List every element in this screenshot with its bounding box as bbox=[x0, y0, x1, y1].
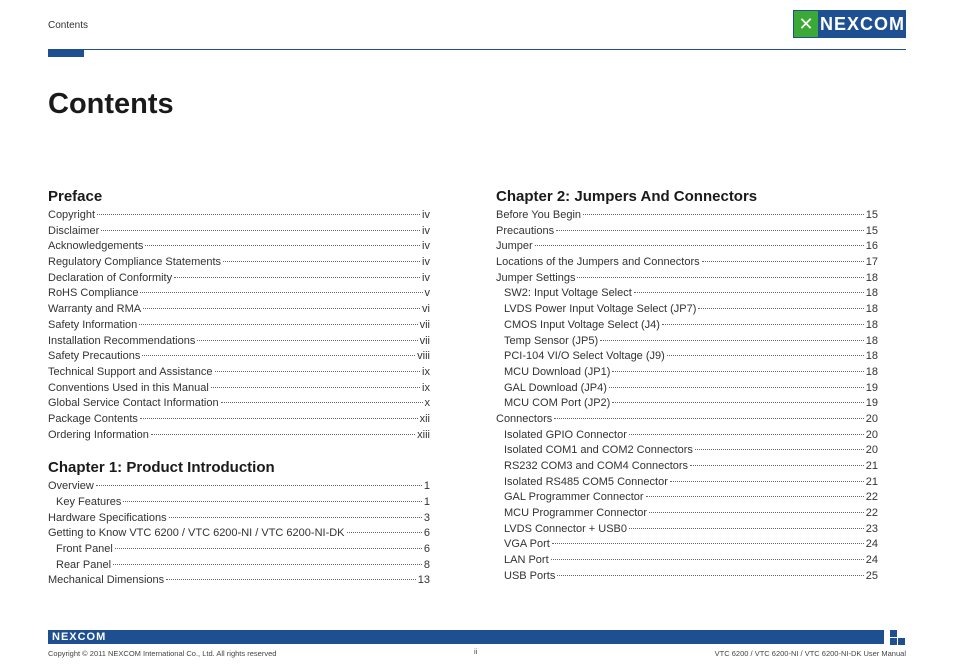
toc-entry-title: Safety Precautions bbox=[48, 350, 141, 363]
toc-entry[interactable] bbox=[496, 506, 878, 522]
dot-leader bbox=[552, 543, 864, 544]
dot-leader bbox=[609, 387, 864, 388]
dot-leader bbox=[140, 292, 422, 293]
toc-entry-title: Ordering Information bbox=[48, 428, 149, 441]
section-heading: Chapter 2: Jumpers And Connectors bbox=[496, 188, 758, 205]
toc-entry[interactable] bbox=[496, 569, 878, 585]
dot-leader bbox=[662, 324, 864, 325]
toc-entry-page: 25 bbox=[865, 569, 878, 582]
toc-entry-title: Before You Begin bbox=[496, 209, 582, 221]
toc-entry-page: 22 bbox=[865, 491, 878, 504]
toc-entry[interactable] bbox=[48, 558, 430, 574]
toc-entry[interactable] bbox=[496, 553, 878, 569]
toc-entry-page: iv bbox=[422, 209, 430, 221]
footer-square-icon bbox=[890, 630, 897, 637]
toc-entry[interactable] bbox=[48, 271, 430, 287]
toc-entry-title: Rear Panel bbox=[56, 558, 112, 571]
toc-entry-page: 21 bbox=[865, 475, 878, 488]
section-heading: Chapter 1: Product Introduction bbox=[48, 459, 275, 477]
toc-entry-page: ix bbox=[422, 365, 430, 378]
dot-leader bbox=[629, 434, 864, 435]
toc-entry[interactable] bbox=[496, 349, 878, 365]
dot-leader bbox=[139, 324, 417, 325]
toc-entry-page: iv bbox=[422, 224, 430, 237]
header-rule bbox=[48, 49, 906, 50]
toc-entry-page: 18 bbox=[865, 334, 878, 347]
dot-leader bbox=[670, 481, 864, 482]
toc-entry-page: 18 bbox=[865, 318, 878, 331]
toc-entry[interactable] bbox=[496, 443, 878, 459]
toc-entry-title: MCU Programmer Connector bbox=[504, 507, 648, 520]
dot-leader bbox=[223, 261, 420, 262]
toc-entry-page: 1 bbox=[423, 480, 430, 493]
toc-entry-page: vii bbox=[419, 318, 430, 331]
dot-leader bbox=[702, 261, 864, 262]
toc-right-column bbox=[496, 186, 878, 585]
logo-wordmark: NEXCOM bbox=[818, 11, 905, 37]
section-heading: Preface bbox=[48, 188, 103, 205]
dot-leader bbox=[698, 308, 863, 309]
toc-entry-page: 23 bbox=[865, 522, 878, 535]
toc-entry-page: iv bbox=[422, 256, 430, 269]
toc-entry[interactable] bbox=[496, 522, 878, 538]
toc-entry-title: MCU COM Port (JP2) bbox=[504, 397, 611, 410]
toc-entry-title: Technical Support and Assistance bbox=[48, 365, 213, 378]
dot-leader bbox=[556, 230, 864, 231]
toc-entry[interactable] bbox=[496, 224, 878, 240]
dot-leader bbox=[142, 355, 415, 356]
toc-entry-page: 18 bbox=[865, 271, 878, 284]
toc-entry[interactable] bbox=[48, 349, 430, 365]
toc-entry[interactable] bbox=[48, 479, 430, 495]
dot-leader bbox=[221, 402, 423, 403]
toc-entry[interactable] bbox=[48, 495, 430, 511]
dot-leader bbox=[649, 512, 864, 513]
toc-entry[interactable] bbox=[48, 511, 430, 527]
toc-entry[interactable] bbox=[496, 255, 878, 271]
toc-entry-title: Jumper bbox=[496, 240, 533, 253]
toc-entry[interactable] bbox=[496, 239, 878, 255]
section-gap bbox=[48, 443, 430, 457]
toc-entry-title: MCU Download (JP1) bbox=[504, 365, 611, 378]
dot-leader bbox=[143, 308, 420, 309]
toc-entry-page: 18 bbox=[865, 350, 878, 363]
dot-leader bbox=[197, 340, 417, 341]
toc-entry-title: SW2: Input Voltage Select bbox=[504, 287, 632, 300]
footer-square-icon bbox=[898, 638, 905, 645]
footer-logo: NEXCOM bbox=[52, 631, 107, 643]
logo-x-mark-icon: ✕ bbox=[794, 11, 818, 37]
toc-entry[interactable] bbox=[48, 573, 430, 589]
toc-entry-page: x bbox=[424, 397, 430, 410]
toc-entry-title: Mechanical Dimensions bbox=[48, 574, 165, 587]
dot-leader bbox=[113, 564, 422, 565]
toc-entry[interactable] bbox=[48, 224, 430, 240]
toc-entry-title: Isolated COM1 and COM2 Connectors bbox=[504, 444, 693, 457]
toc-entry[interactable] bbox=[48, 255, 430, 271]
dot-leader bbox=[123, 501, 421, 502]
footer-square-icon bbox=[890, 638, 897, 645]
toc-entry-page: 18 bbox=[865, 287, 878, 300]
toc-entry-page: iv bbox=[422, 271, 430, 284]
toc-entry[interactable] bbox=[496, 459, 878, 475]
toc-entry-page: 20 bbox=[865, 412, 878, 425]
toc-entry-title: VGA Port bbox=[504, 538, 550, 551]
toc-entry-page: 16 bbox=[865, 240, 878, 253]
toc-entry[interactable] bbox=[48, 318, 430, 334]
dot-leader bbox=[347, 532, 422, 533]
header-accent-block bbox=[48, 50, 84, 57]
toc-entry-title: GAL Programmer Connector bbox=[504, 491, 644, 504]
dot-leader bbox=[634, 292, 864, 293]
toc-entry[interactable] bbox=[48, 302, 430, 318]
toc-entry-page: 17 bbox=[865, 256, 878, 269]
toc-entry[interactable] bbox=[48, 365, 430, 381]
toc-entry-title: Installation Recommendations bbox=[48, 334, 196, 347]
dot-leader bbox=[215, 371, 421, 372]
toc-entry-title: Isolated RS485 COM5 Connector bbox=[504, 475, 668, 488]
toc-entry[interactable] bbox=[48, 412, 430, 428]
toc-entry[interactable] bbox=[496, 208, 878, 224]
toc-entry-page: 20 bbox=[865, 428, 878, 441]
dot-leader bbox=[690, 465, 864, 466]
toc-entry-page: xii bbox=[419, 412, 430, 425]
toc-entry-page: 6 bbox=[423, 527, 430, 540]
toc-entry-title: Regulatory Compliance Statements bbox=[48, 256, 222, 269]
dot-leader bbox=[169, 517, 422, 518]
toc-entry[interactable] bbox=[48, 239, 430, 255]
footer-manual-title: VTC 6200 / VTC 6200-NI / VTC 6200-NI-DK User Manual bbox=[714, 649, 906, 658]
toc-entry-page: 20 bbox=[865, 444, 878, 457]
dot-leader bbox=[211, 387, 420, 388]
nexcom-logo bbox=[793, 10, 906, 38]
toc-entry-title: Getting to Know VTC 6200 / VTC 6200-NI / VTC 6200-NI-DK bbox=[48, 527, 345, 540]
footer-page-number: ii bbox=[474, 647, 478, 656]
toc-entry-title: LVDS Power Input Voltage Select (JP7) bbox=[504, 303, 697, 316]
toc-entry-title: LAN Port bbox=[504, 554, 549, 567]
toc-entry-title: Package Contents bbox=[48, 412, 138, 425]
toc-entry-title: Hardware Specifications bbox=[48, 511, 167, 524]
toc-entry-page: ix bbox=[422, 381, 430, 394]
dot-leader bbox=[97, 214, 420, 215]
toc-entry-title: Isolated GPIO Connector bbox=[504, 428, 627, 441]
toc-entry[interactable] bbox=[48, 334, 430, 350]
dot-leader bbox=[629, 528, 864, 529]
toc-entry-page: 6 bbox=[423, 543, 430, 556]
dot-leader bbox=[600, 340, 864, 341]
toc-entry-page: iv bbox=[422, 240, 430, 253]
toc-entry-page: 13 bbox=[417, 574, 430, 587]
toc-entry[interactable] bbox=[48, 526, 430, 542]
toc-entry[interactable] bbox=[48, 208, 430, 224]
toc-entry[interactable] bbox=[48, 396, 430, 412]
toc-entry[interactable] bbox=[48, 286, 430, 302]
dot-leader bbox=[577, 277, 863, 278]
toc-entry-title: PCI-104 VI/O Select Voltage (J9) bbox=[504, 350, 665, 363]
toc-entry-page: 24 bbox=[865, 554, 878, 567]
toc-entry-page: v bbox=[424, 287, 430, 300]
toc-entry-title: Overview bbox=[48, 480, 94, 493]
toc-entry-title: Key Features bbox=[56, 496, 122, 508]
toc-entry-page: vi bbox=[422, 303, 430, 316]
dot-leader bbox=[612, 371, 863, 372]
toc-entry-title: Safety Information bbox=[48, 318, 138, 331]
toc-entry[interactable] bbox=[496, 302, 878, 318]
toc-entry[interactable] bbox=[496, 537, 878, 553]
toc-left-column bbox=[48, 186, 430, 589]
dot-leader bbox=[695, 449, 864, 450]
dot-leader bbox=[583, 214, 864, 215]
toc-entry-title: RS232 COM3 and COM4 Connectors bbox=[504, 460, 689, 472]
toc-entry-page: 8 bbox=[423, 558, 430, 571]
dot-leader bbox=[667, 355, 864, 356]
toc-entry-title: Global Service Contact Information bbox=[48, 397, 219, 410]
toc-entry[interactable] bbox=[48, 381, 430, 397]
toc-entry-page: 21 bbox=[865, 460, 878, 472]
toc-entry-page: 15 bbox=[865, 209, 878, 221]
toc-entry-page: viii bbox=[417, 350, 430, 363]
toc-entry-title: Disclaimer bbox=[48, 224, 100, 237]
toc-entry-title: Copyright bbox=[48, 209, 96, 221]
toc-entry-page: 24 bbox=[865, 538, 878, 551]
toc-entry-title: Locations of the Jumpers and Connectors bbox=[496, 256, 700, 269]
toc-entry[interactable] bbox=[48, 428, 430, 444]
dot-leader bbox=[554, 418, 863, 419]
toc-entry-title: Jumper Settings bbox=[496, 271, 576, 284]
toc-entry-title: GAL Download (JP4) bbox=[504, 381, 607, 394]
dot-leader bbox=[174, 277, 420, 278]
toc-entry-title: Declaration of Conformity bbox=[48, 271, 173, 284]
toc-entry-title: Warranty and RMA bbox=[48, 303, 142, 316]
toc-entry-title: Conventions Used in this Manual bbox=[48, 381, 209, 394]
toc-entry[interactable] bbox=[496, 365, 878, 381]
toc-entry-title: Front Panel bbox=[56, 543, 113, 556]
toc-entry[interactable] bbox=[496, 381, 878, 397]
toc-entry-page: 19 bbox=[865, 397, 878, 410]
toc-entry-title: USB Ports bbox=[504, 569, 556, 582]
dot-leader bbox=[551, 559, 864, 560]
dot-leader bbox=[612, 402, 863, 403]
dot-leader bbox=[145, 245, 420, 246]
dot-leader bbox=[115, 548, 422, 549]
toc-entry[interactable] bbox=[48, 542, 430, 558]
toc-entry-title: RoHS Compliance bbox=[48, 287, 139, 300]
dot-leader bbox=[96, 485, 422, 486]
toc-entry-title: Acknowledgements bbox=[48, 240, 144, 253]
toc-entry-page: 22 bbox=[865, 507, 878, 520]
toc-entry-page: xiii bbox=[417, 428, 430, 441]
toc-entry-page: 15 bbox=[865, 224, 878, 237]
toc-entry-page: 18 bbox=[865, 303, 878, 316]
toc-entry[interactable] bbox=[496, 318, 878, 334]
toc-entry-page: 18 bbox=[865, 365, 878, 378]
footer-bar bbox=[48, 630, 884, 644]
toc-entry[interactable] bbox=[496, 490, 878, 506]
toc-entry[interactable] bbox=[496, 428, 878, 444]
toc-entry[interactable] bbox=[496, 475, 878, 491]
toc-entry-page: 3 bbox=[423, 511, 430, 524]
dot-leader bbox=[151, 434, 415, 435]
toc-entry-title: Connectors bbox=[496, 412, 553, 425]
dot-leader bbox=[101, 230, 420, 231]
toc-entry-page: 19 bbox=[865, 381, 878, 394]
toc-entry[interactable] bbox=[496, 286, 878, 302]
toc-entry[interactable] bbox=[496, 396, 878, 412]
toc-entry-title: LVDS Connector + USB0 bbox=[504, 522, 627, 535]
page-title: Contents bbox=[48, 88, 174, 120]
toc-entry[interactable] bbox=[496, 412, 878, 428]
toc-entry-title: Temp Sensor (JP5) bbox=[504, 334, 599, 347]
dot-leader bbox=[646, 496, 864, 497]
dot-leader bbox=[140, 418, 418, 419]
toc-entry-page: vii bbox=[419, 334, 430, 347]
dot-leader bbox=[535, 245, 864, 246]
toc-entry-title: CMOS Input Voltage Select (J4) bbox=[504, 318, 660, 331]
dot-leader bbox=[166, 579, 416, 580]
toc-entry-title: Precautions bbox=[496, 224, 555, 237]
toc-entry[interactable] bbox=[496, 271, 878, 287]
footer-copyright: Copyright © 2011 NEXCOM International Co., Ltd. All rights reserved bbox=[48, 649, 277, 658]
toc-entry[interactable] bbox=[496, 334, 878, 350]
header-label: Contents bbox=[48, 20, 89, 31]
dot-leader bbox=[557, 575, 863, 576]
toc-entry-page: 1 bbox=[423, 496, 430, 508]
